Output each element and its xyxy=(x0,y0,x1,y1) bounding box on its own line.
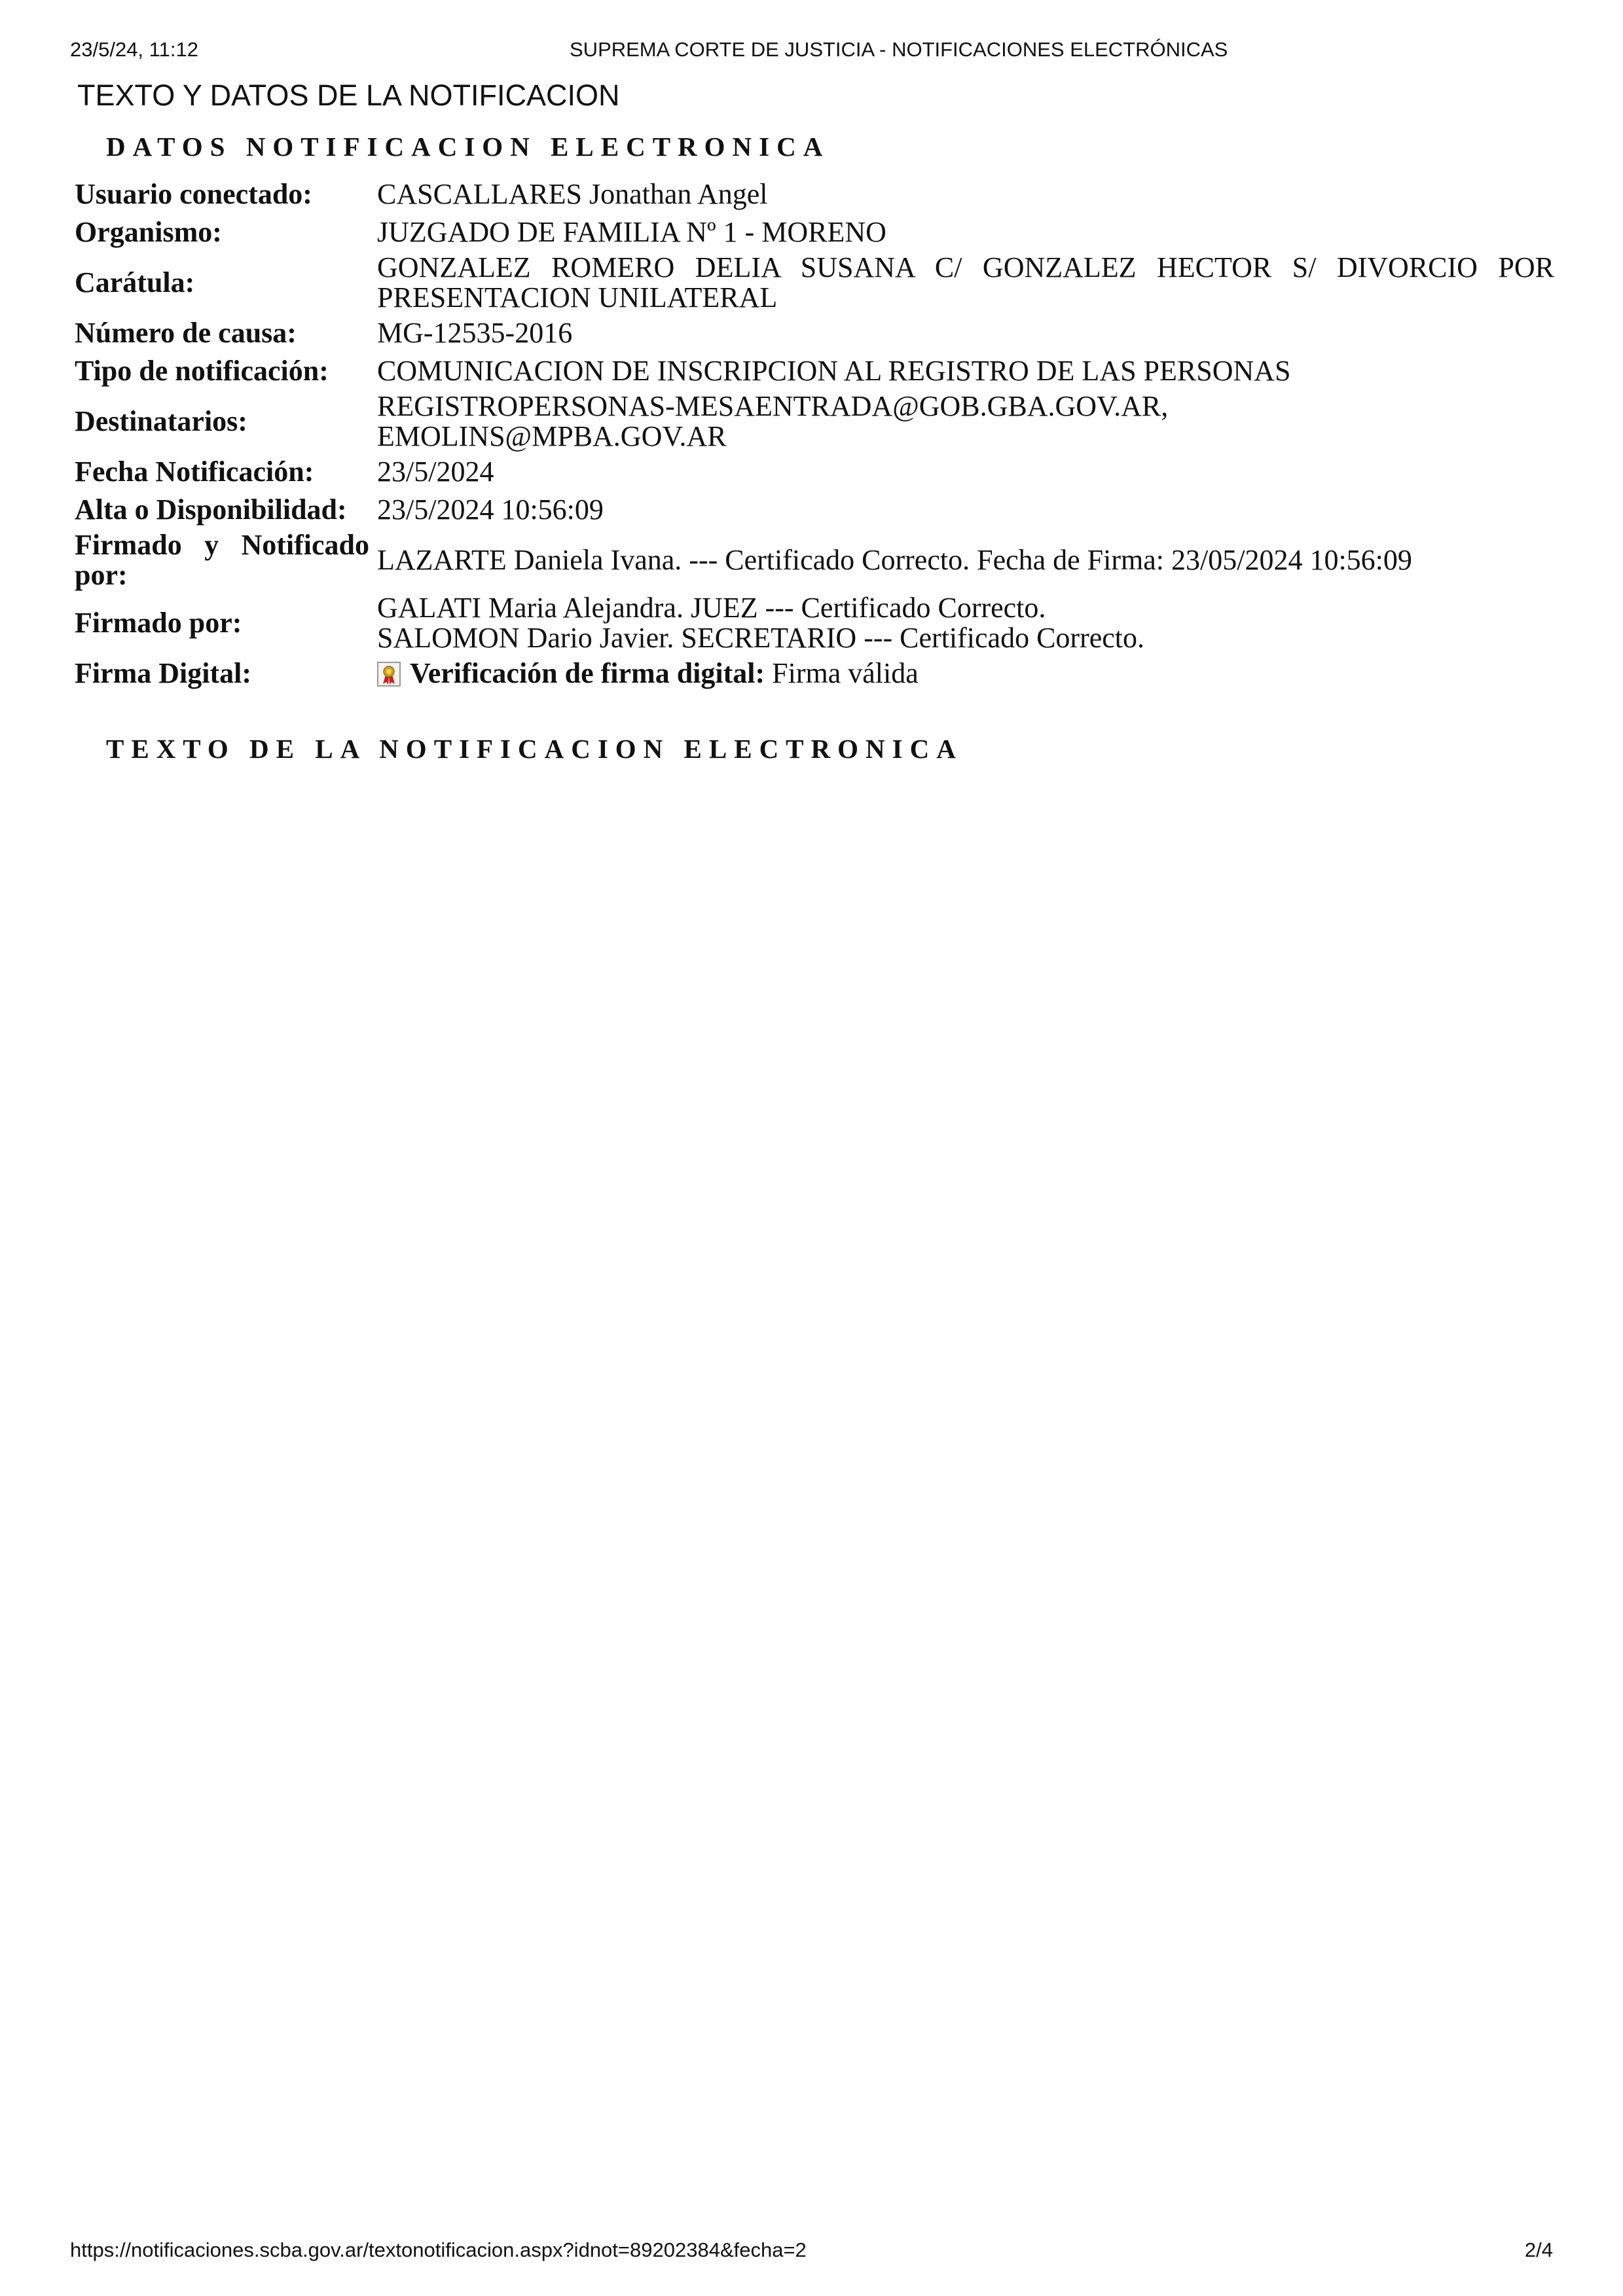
destinatario-2: EMOLINS@MPBA.GOV.AR xyxy=(377,420,727,452)
label-alta: Alta o Disponibilidad: xyxy=(75,493,347,526)
row-fecha-notificacion xyxy=(75,453,1554,491)
value-numero-causa: MG-12535-2016 xyxy=(377,317,573,349)
print-datetime: 23/5/24, 11:12 xyxy=(70,38,198,61)
print-site-title: SUPREMA CORTE DE JUSTICIA - NOTIFICACIONES ELECTRÓNICAS xyxy=(570,38,1228,61)
value-destinatarios xyxy=(373,390,1554,453)
label-caratula: Carátula: xyxy=(75,266,195,298)
value-tipo-notificacion: COMUNICACION DE INSCRIPCION AL REGISTRO DE LAS PERSONAS xyxy=(377,355,1291,387)
value-usuario: CASCALLARES Jonathan Angel xyxy=(377,178,768,210)
row-usuario xyxy=(75,175,1554,213)
firmante-1: GALATI Maria Alejandra. JUEZ --- Certificado Correcto. xyxy=(377,592,1046,624)
value-firmado-notificado: LAZARTE Daniela Ivana. --- Certificado Correcto. Fecha de Firma: 23/05/2024 10:56:09 xyxy=(377,544,1412,576)
label-firmado-notificado: Firmado y Notificado por: xyxy=(75,529,369,591)
page-number: 2/4 xyxy=(1524,2238,1553,2261)
row-tipo-notificacion xyxy=(75,352,1554,390)
destinatario-1: REGISTROPERSONAS-MESAENTRADA@GOB.GBA.GOV.AR, xyxy=(377,390,1169,422)
label-fecha-notificacion: Fecha Notificación: xyxy=(75,456,314,488)
label-firmado-por: Firmado por: xyxy=(75,607,242,639)
firmante-2: SALOMON Dario Javier. SECRETARIO --- Certificado Correcto. xyxy=(377,622,1145,654)
print-header xyxy=(70,38,1553,64)
label-usuario: Usuario conectado: xyxy=(75,178,312,210)
value-fecha-notificacion: 23/5/2024 xyxy=(377,456,494,488)
label-numero-causa: Número de causa: xyxy=(75,317,297,349)
label-tipo-notificacion: Tipo de notificación: xyxy=(75,355,329,387)
print-url: https://notificaciones.scba.gov.ar/textonotificacion.aspx?idnot=89202384&fecha=2 xyxy=(70,2238,807,2261)
row-organismo xyxy=(75,213,1554,251)
notification-data-table xyxy=(75,175,1554,692)
page-title: TEXTO Y DATOS DE LA NOTIFICACION xyxy=(77,79,620,112)
value-firmado-por xyxy=(373,592,1554,655)
print-footer xyxy=(70,2238,1553,2265)
certificate-ribbon-icon[interactable] xyxy=(377,662,401,687)
verification-status: Firma válida xyxy=(772,657,919,689)
row-numero-causa xyxy=(75,314,1554,352)
value-firma-digital xyxy=(373,655,1554,692)
row-caratula xyxy=(75,251,1554,314)
row-firma-digital xyxy=(75,655,1554,692)
verification-label: Verificación de firma digital: xyxy=(410,657,765,689)
row-alta xyxy=(75,491,1554,529)
section-title-datos: DATOS NOTIFICACION ELECTRONICA xyxy=(106,132,830,162)
label-destinatarios: Destinatarios: xyxy=(75,405,247,437)
section-title-texto: TEXTO DE LA NOTIFICACION ELECTRONICA xyxy=(106,734,963,764)
row-destinatarios xyxy=(75,390,1554,453)
value-alta: 23/5/2024 10:56:09 xyxy=(377,493,604,526)
value-organismo: JUZGADO DE FAMILIA Nº 1 - MORENO xyxy=(377,216,886,248)
row-firmado-notificado xyxy=(75,529,1554,592)
value-caratula: GONZALEZ ROMERO DELIA SUSANA C/ GONZALEZ HECTOR S/ DIVORCIO POR PRESENTACION UNILATERAL xyxy=(377,251,1554,314)
label-organismo: Organismo: xyxy=(75,216,222,248)
label-firma-digital: Firma Digital: xyxy=(75,657,252,689)
row-firmado-por xyxy=(75,592,1554,655)
